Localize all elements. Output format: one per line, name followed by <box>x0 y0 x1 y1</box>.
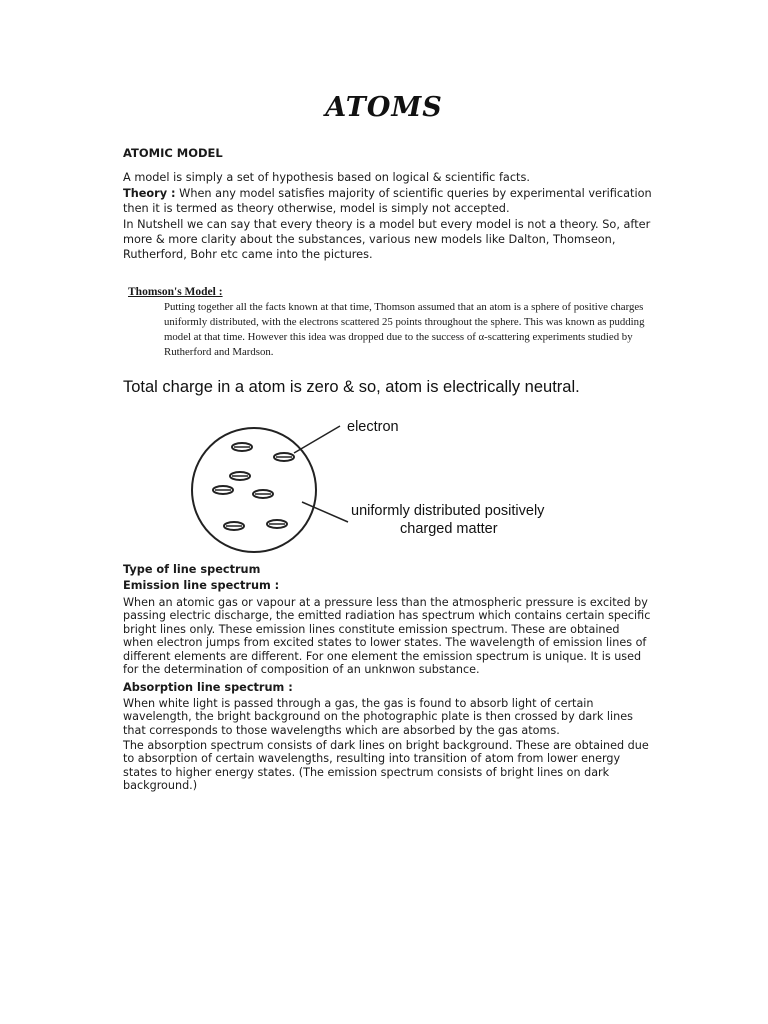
model-definition: A model is simply a set of hypothesis based on logical & scientific facts. <box>123 171 530 184</box>
neutral-statement: Total charge in a atom is zero & so, atom is electrically neutral. <box>123 378 580 396</box>
electron-label: electron <box>347 419 399 435</box>
electron-pointer <box>294 426 340 453</box>
thomson-atom-diagram <box>190 412 590 562</box>
thomson-text: Putting together all the facts known at that time, Thomson assumed that an atom is a sphere of positive charges uniformly distributed, with the electrons scattered 25 points throughout the sphere. This was known as pudding model at that time. However this idea was dropped due to the success of α-scattering experiments studied by Rutherford and Mardson. <box>164 301 645 358</box>
emission-text: When an atomic gas or vapour at a pressure less than the atmospheric pressure is excited by passing electric discharge, the emitted radiation has spectrum which contains certain specific bright lines only. These emission lines constitute emission spectrum. These are obtained when electron jumps from excited states to lower states. The wavelength of emission lines of different elements are different. For one element the emission spectrum is unique. It is used for the determination of composition of an unknwon substance. <box>123 596 651 677</box>
matter-label-line2: charged matter <box>400 521 498 537</box>
thomson-section <box>128 286 648 360</box>
nutshell-paragraph: In Nutshell we can say that every theory is a model but every model is not a theory. So, after more & more clarity about the substances, various new models like Dalton, Thomseon, Rutherford, Bohr etc came into the pictures. <box>123 218 651 261</box>
page-title: ATOMS <box>325 92 443 123</box>
theory-text: When any model satisfies majority of scientific queries by experimental verification then it is termed as theory otherwise, model is simply not accepted. <box>123 187 652 215</box>
atom-sphere <box>192 428 316 552</box>
absorption-text-1: When white light is passed through a gas, the gas is found to absorb light of certain wavelength, the bright background on the photographic plate is then crossed by dark lines that corresponds to those wavelengths which are absorbed by the gas atoms. <box>123 697 633 737</box>
theory-paragraph <box>123 186 653 216</box>
thomson-heading: Thomson's Model : <box>128 286 223 298</box>
type-of-spectrum-heading: Type of line spectrum <box>123 563 261 576</box>
atomic-model-heading: ATOMIC MODEL <box>123 146 223 160</box>
emission-heading: Emission line spectrum : <box>123 579 280 592</box>
absorption-text-2: The absorption spectrum consists of dark lines on bright background. These are obtained due to absorption of certain wavelengths, resulting into transition of atom from lower energy states to higher energy states. (The emission spectrum consists of bright lines on dark background.) <box>123 739 649 793</box>
absorption-heading: Absorption line spectrum : <box>123 681 293 694</box>
theory-label: Theory : <box>123 187 176 200</box>
matter-label-line1: uniformly distributed positively <box>351 503 545 519</box>
